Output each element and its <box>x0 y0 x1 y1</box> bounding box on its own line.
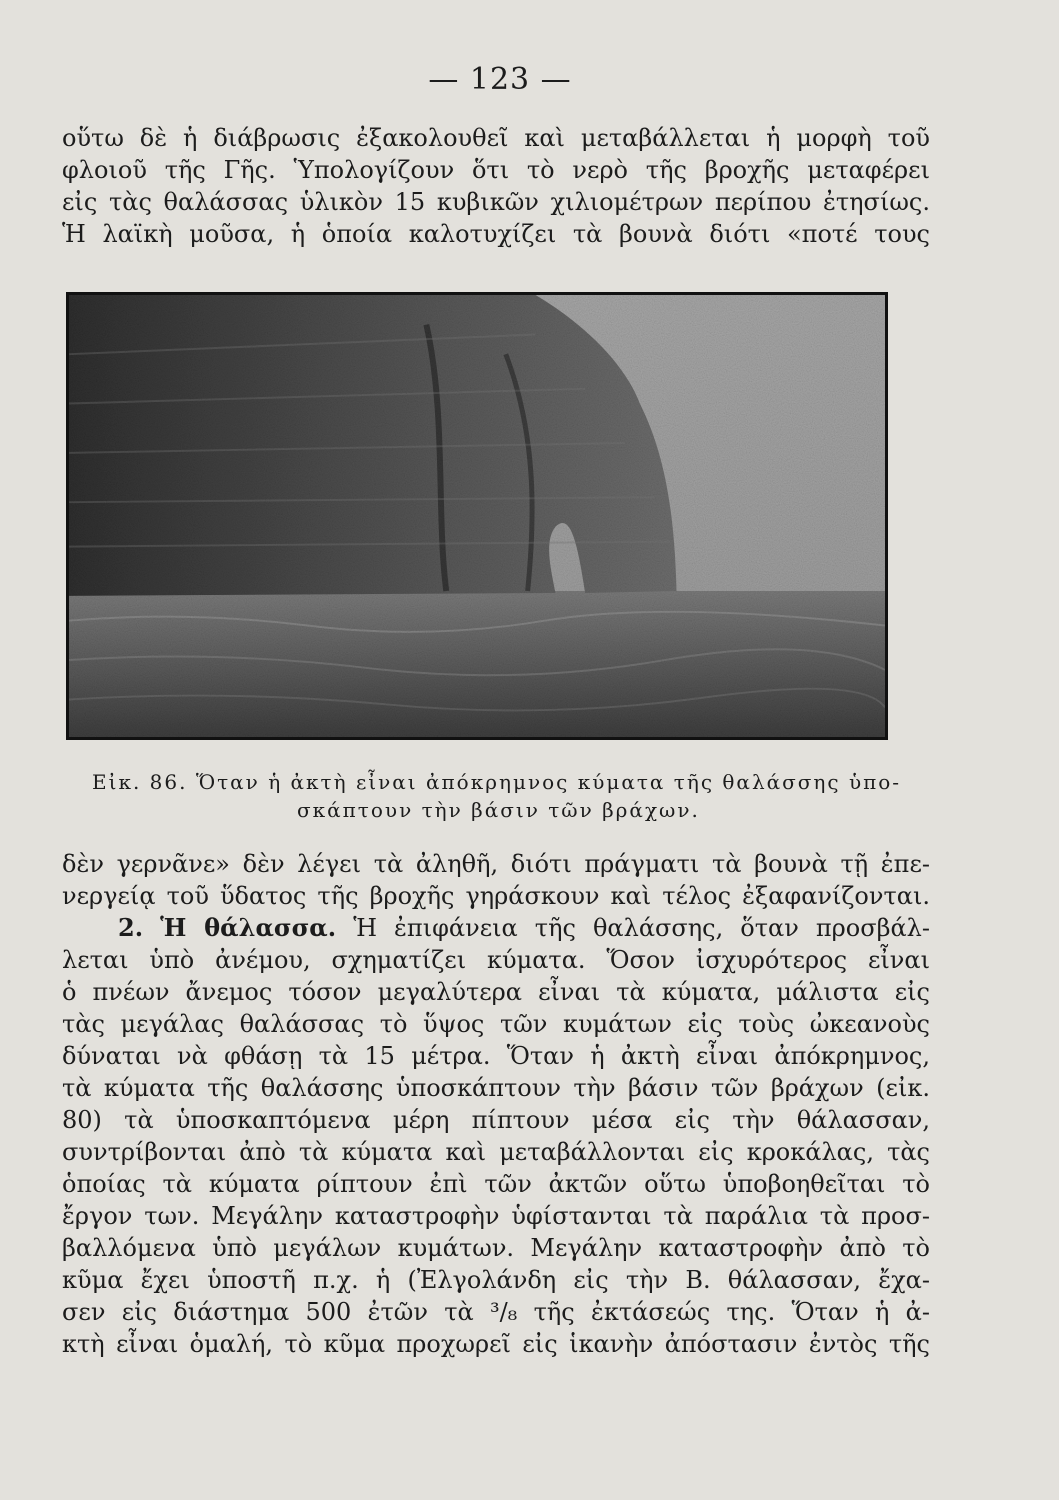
section-title: Ἡ θάλασσα. <box>160 913 337 942</box>
caption-text-line-1: Ὅταν ἡ ἀκτὴ εἶναι ἀπόκρημνος κύματα τῆς θαλάσσης ὑπο- <box>195 770 902 794</box>
text-line: δὲν γερνᾶνε» δὲν λέγει τὰ ἀληθῆ, διότι πράγματι τὰ βουνὰ τῇ ἐπε- <box>62 850 930 878</box>
text-line: νεργείᾳ τοῦ ὕδατος τῆς βροχῆς γηράσκουν καὶ τέλος ἐξαφανίζονται. <box>62 882 930 910</box>
text-line: βαλλόμενα ὑπὸ μεγάλων κυμάτων. Μεγάλην καταστροφὴν ἀπὸ τὸ <box>62 1234 930 1262</box>
text-line: λεται ὑπὸ ἀνέμου, σχηματίζει κύματα. Ὅσον ἰσχυρότερος εἶναι <box>62 946 930 974</box>
text-line: φλοιοῦ τῆς Γῆς. Ὑπολογίζουν ὅτι τὸ νερὸ τῆς βροχῆς μεταφέρει <box>62 156 930 184</box>
top-paragraph <box>62 122 930 250</box>
caption-text-line-2: σκάπτουν τὴν βάσιν τῶν βράχων. <box>297 798 700 822</box>
cliff-photograph <box>66 292 888 740</box>
text-line: τὰ κύματα τῆς θαλάσσης ὑποσκάπτουν τὴν βάσιν τῶν βράχων (εἰκ. <box>62 1074 930 1102</box>
text-line: ὁποίας τὰ κύματα ρίπτουν ἐπὶ τῶν ἀκτῶν οὕτω ὑποβοηθεῖται τὸ <box>62 1170 930 1198</box>
text-line: Ἡ λαϊκὴ μοῦσα, ἡ ὁποία καλοτυχίζει τὰ βουνὰ διότι «ποτέ τους <box>62 220 930 248</box>
text-line: τὰς μεγάλας θαλάσσας τὸ ὕψος τῶν κυμάτων εἰς τοὺς ὠκεανοὺς <box>62 1010 930 1038</box>
text-line: κτὴ εἶναι ὁμαλή, τὸ κῦμα προχωρεῖ εἰς ἱκανὴν ἀπόστασιν ἐντὸς τῆς <box>62 1330 930 1358</box>
figure-label: Εἰκ. 86. <box>92 770 188 794</box>
text-line: ὁ πνέων ἄνεμος τόσον μεγαλύτερα εἶναι τὰ κύματα, μάλιστα εἰς <box>62 978 930 1006</box>
text-line: συντρίβονται ἀπὸ τὰ κύματα καὶ μεταβάλλονται εἰς κροκάλας, τὰς <box>62 1138 930 1166</box>
sea-cliff-arch-image <box>69 295 885 737</box>
text-line: ἔργον των. Μεγάλην καταστροφὴν ὑφίστανται τὰ παράλια τὰ προσ- <box>62 1202 930 1230</box>
page-number: — 123 — <box>428 62 572 97</box>
section-heading-text: Ἡ ἐπιφάνεια τῆς θαλάσσης, ὅταν προσβάλ- <box>353 914 930 942</box>
text-line: εἰς τὰς θαλάσσας ὑλικὸν 15 κυβικῶν χιλιομέτρων περίπου ἐτησίως. <box>62 188 930 216</box>
text-line: σεν εἰς διάστημα 500 ἐτῶν τὰ ³/₈ τῆς ἐκτάσεώς της. Ὅταν ἡ ἀ- <box>62 1298 930 1326</box>
figure-caption <box>92 768 932 824</box>
section-number: 2. <box>118 913 144 942</box>
bottom-paragraph <box>62 848 930 1360</box>
text-line: δύναται νὰ φθάσῃ τὰ 15 μέτρα. Ὅταν ἡ ἀκτὴ εἶναι ἀπόκρημνος, <box>62 1042 930 1070</box>
text-line: οὕτω δὲ ἡ διάβρωσις ἐξακολουθεῖ καὶ μεταβάλλεται ἡ μορφὴ τοῦ <box>62 124 930 152</box>
text-line: κῦμα ἔχει ὑποστῆ π.χ. ἡ (Ἐλγολάνδη εἰς τὴν Β. θάλασσαν, ἔχα- <box>62 1266 930 1294</box>
section-heading-line <box>62 912 930 944</box>
text-line: 80) τὰ ὑποσκαπτόμενα μέρη πίπτουν μέσα εἰς τὴν θάλασσαν, <box>62 1106 930 1134</box>
